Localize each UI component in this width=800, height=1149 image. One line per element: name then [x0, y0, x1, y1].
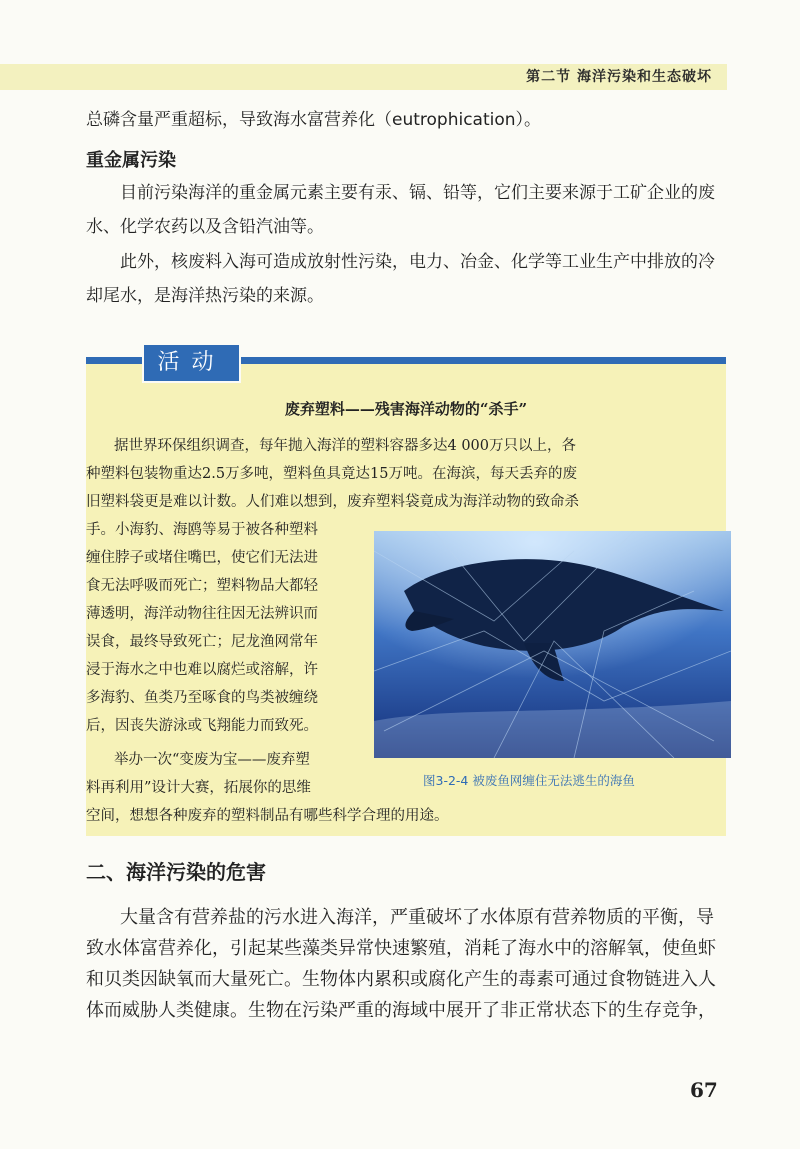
activity-wrap-line: 多海豹、鱼类乃至啄食的鸟类被缠绕 [86, 690, 318, 706]
activity-wrap-line: 手。小海豹、海鸥等易于被各种塑料 [86, 522, 318, 538]
activity-badge: 活动 [142, 343, 241, 383]
activity-line: 旧塑料袋更是难以计数。人们难以想到，废弃塑料袋竟成为海洋动物的致命杀 [86, 494, 579, 510]
heavy-metal-heading: 重金属污染 [86, 150, 176, 171]
fish-net-photo [374, 531, 731, 758]
activity-wrap-line: 缠住脖子或堵住嘴巴，使它们无法进 [86, 550, 318, 566]
activity-task-line: 料再利用”设计大赛，拓展你的思维 [86, 780, 311, 796]
activity-task-line: 举办一次“变废为宝——废弃塑 [114, 752, 310, 768]
activity-line: 种塑料包装物重达2.5万多吨，塑料鱼具竟达15万吨。在海滨，每天丢弃的废 [86, 466, 578, 482]
activity-wrap-line: 后，因丧失游泳或飞翔能力而致死。 [86, 718, 318, 734]
activity-wrap-line: 食无法呼吸而死亡；塑料物品大都轻 [86, 578, 318, 594]
section-title: 第二节 海洋污染和生态破坏 [526, 69, 712, 85]
activity-line: 据世界环保组织调查，每年抛入海洋的塑料容器多达4 000万只以上，各 [114, 438, 577, 454]
page-number: 67 [690, 1078, 718, 1102]
activity-wrap-line: 薄透明，海洋动物往往因无法辨识而 [86, 606, 318, 622]
section2-paragraph: 大量含有营养盐的污水进入海洋，严重破坏了水体原有营养物质的平衡，导致水体富营养化，引起某些藻类异常快速繁殖，消耗了海水中的溶解氧，使鱼虾和贝类因缺氧而大量死亡。生物体内累积或腐化产生的毒素可通过食物链进入人体而威胁人类健康。生物在污染严重的海域中展开了非正常状态下的生存竞争， [86, 907, 716, 1021]
activity-task-line: 空间，想想各种废弃的塑料制品有哪些科学合理的用途。 [86, 808, 449, 824]
heavy-metal-paragraph-1: 目前污染海洋的重金属元素主要有汞、镉、铅等，它们主要来源于工矿企业的废水、化学农药以及含铅汽油等。 [86, 183, 715, 237]
section2-heading: 二、海洋污染的危害 [86, 860, 266, 884]
figure-caption: 图3-2-4 被废鱼网缠住无法逃生的海鱼 [423, 773, 635, 788]
activity-wrap-line: 误食，最终导致死亡；尼龙渔网常年 [86, 634, 318, 650]
activity-wrap-line: 浸于海水之中也难以腐烂或溶解，许 [86, 662, 318, 678]
intro-line: 总磷含量严重超标，导致海水富营养化（eutrophication）。 [86, 110, 542, 130]
heavy-metal-paragraph-2: 此外，核废料入海可造成放射性污染，电力、冶金、化学等工业生产中排放的冷却尾水，是海洋热污染的来源。 [86, 252, 715, 306]
activity-title: 废弃塑料——残害海洋动物的“杀手” [284, 400, 528, 418]
